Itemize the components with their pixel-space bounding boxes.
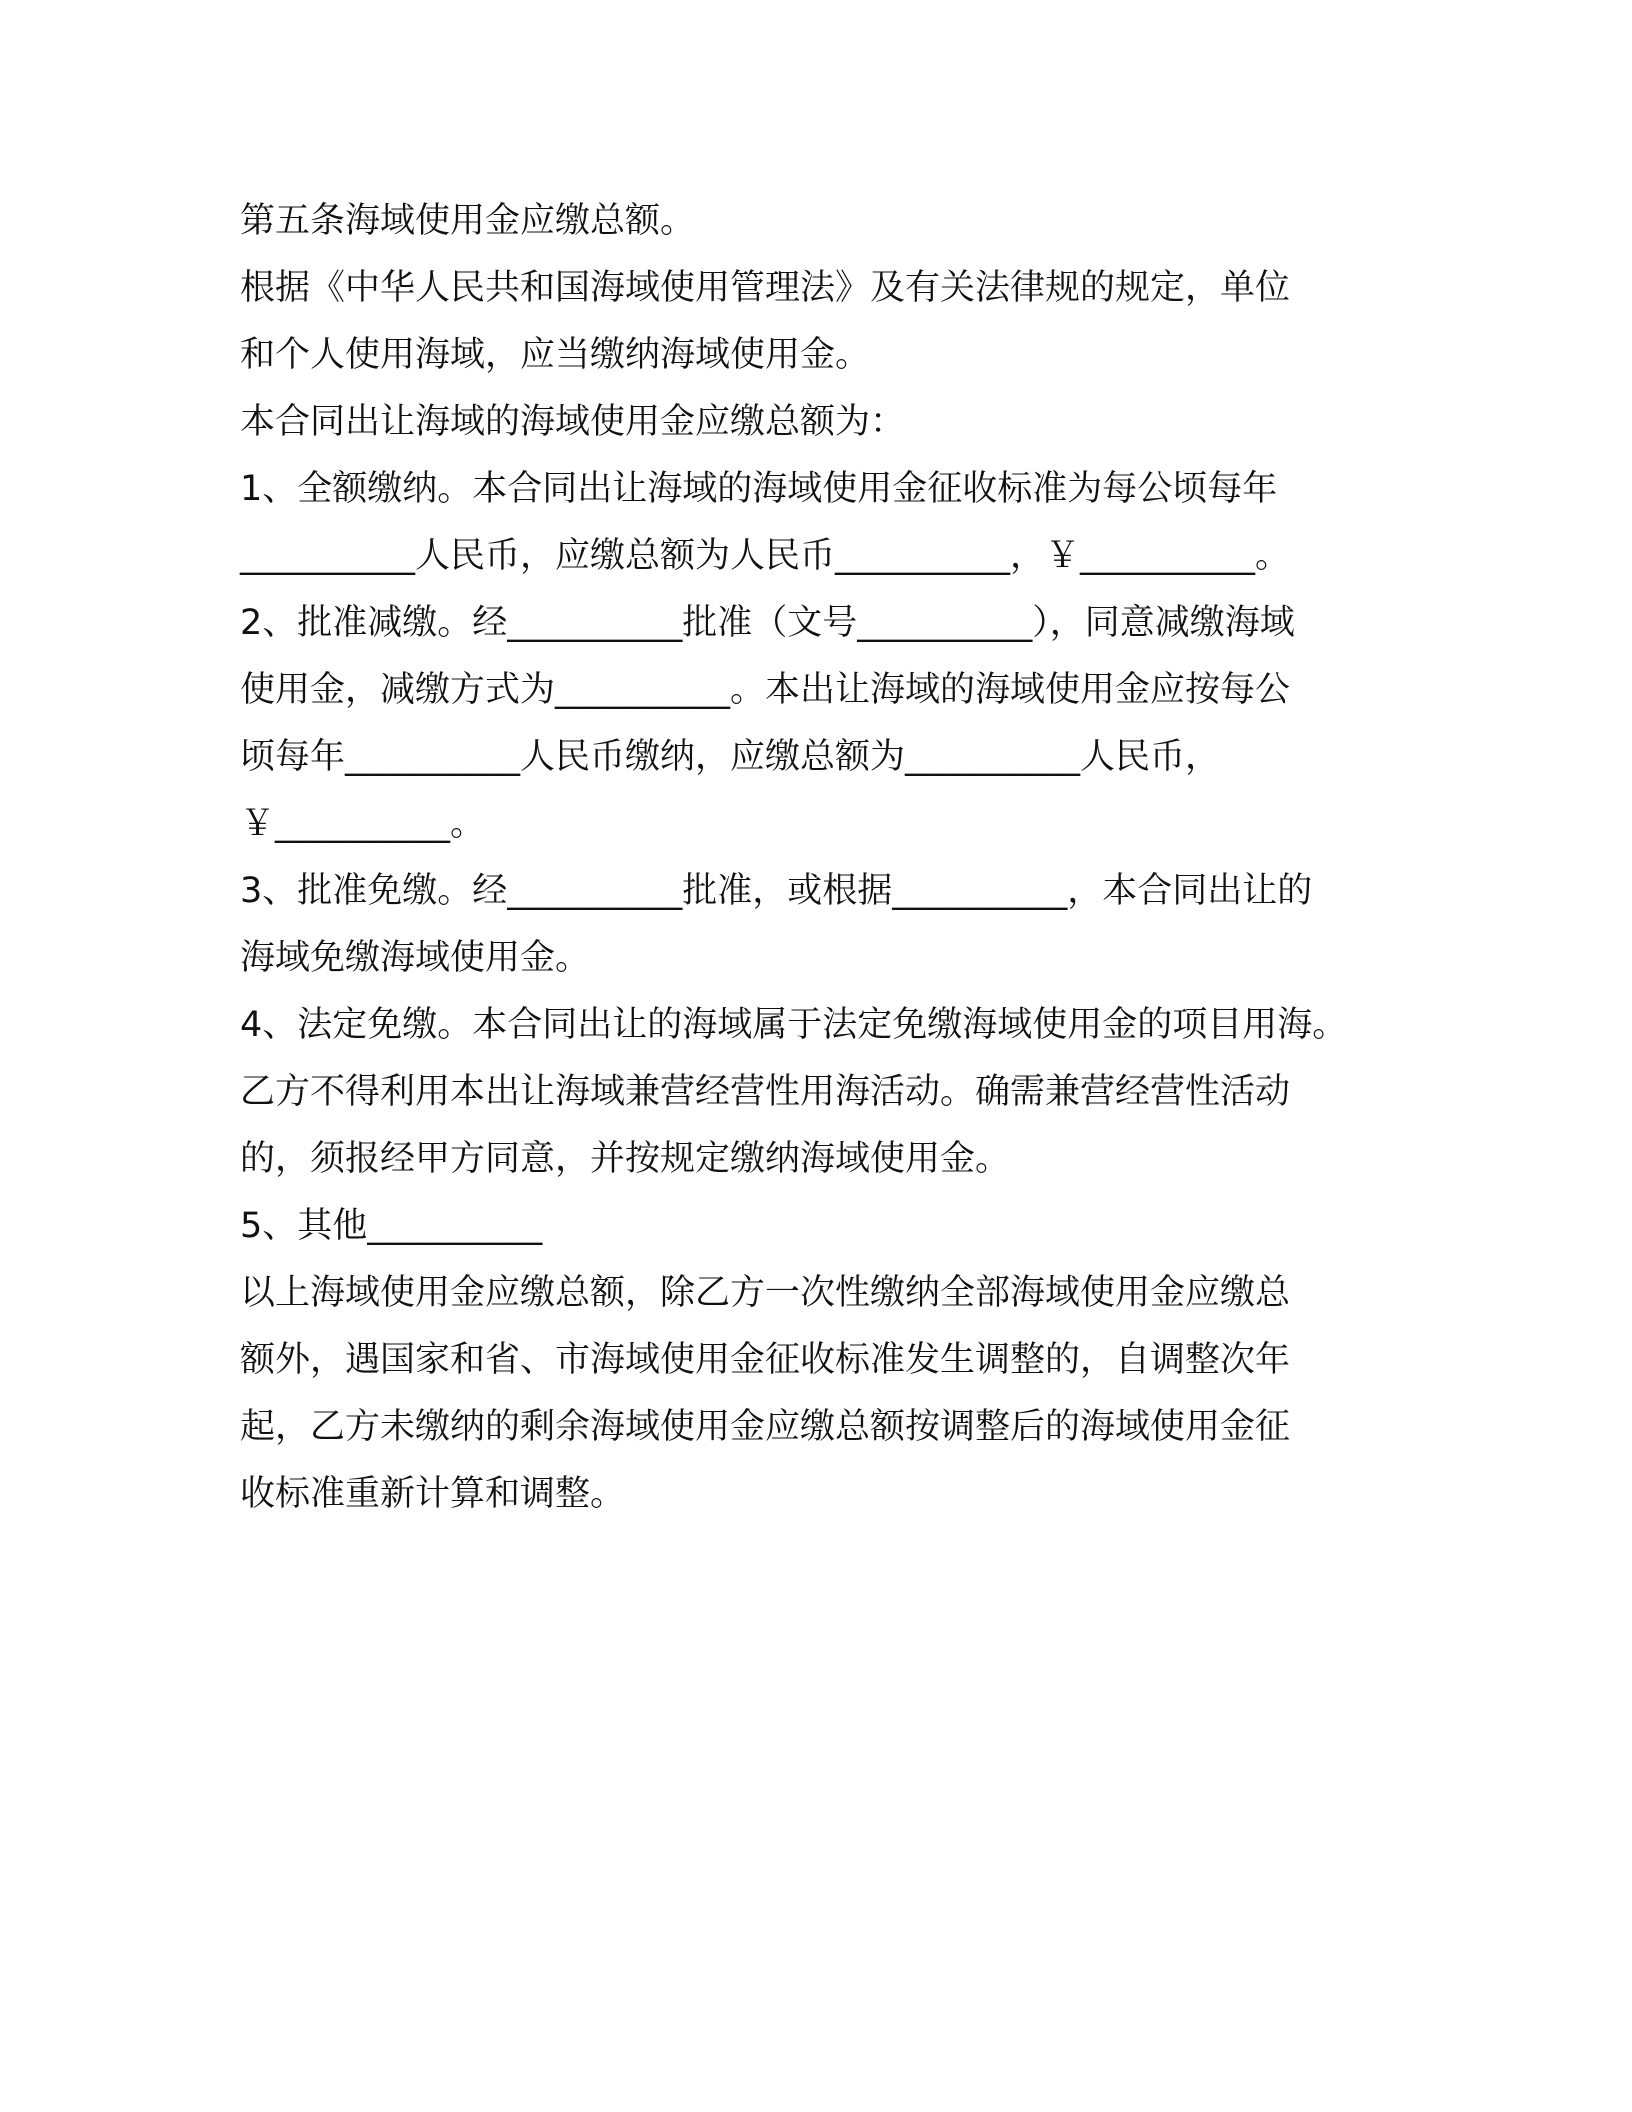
document-body — [240, 188, 1420, 1528]
clause-4-line: 4、法定免缴。本合同出让的海域属于法定免缴海域使用金的项目用海。 — [240, 1005, 1348, 1045]
clause-1-line: 1、全额缴纳。本合同出让海域的海域使用金征收标准为每公顷每年 — [240, 469, 1278, 509]
clause-4-line: 乙方不得利用本出让海域兼营经营性用海活动。确需兼营经营性活动 — [240, 1072, 1291, 1112]
closing-paragraph-line: 起，乙方未缴纳的剩余海域使用金应缴总额按调整后的海域使用金征 — [240, 1407, 1291, 1447]
clause-2-line: ￥__________。 — [240, 804, 486, 844]
clause-2-line: 顷每年__________人民币缴纳，应缴总额为__________人民币， — [240, 737, 1221, 777]
clause-3-line: 海域免缴海域使用金。 — [240, 938, 591, 978]
clause-2-line: 使用金，减缴方式为__________。本出让海域的海域使用金应按每公 — [240, 670, 1291, 710]
clause-3-line: 3、批准免缴。经__________批准，或根据__________，本合同出让的 — [240, 871, 1313, 911]
clause-2-line: 2、批准减缴。经__________批准（文号__________），同意减缴海域 — [240, 603, 1295, 643]
clause-4-line: 的，须报经甲方同意，并按规定缴纳海域使用金。 — [240, 1139, 1011, 1179]
closing-paragraph-line: 以上海域使用金应缴总额，除乙方一次性缴纳全部海域使用金应缴总 — [240, 1273, 1291, 1313]
closing-paragraph-line: 收标准重新计算和调整。 — [240, 1474, 626, 1514]
paragraph-line: 和个人使用海域，应当缴纳海域使用金。 — [240, 335, 871, 375]
closing-paragraph-line: 额外，遇国家和省、市海域使用金征收标准发生调整的，自调整次年 — [240, 1340, 1291, 1380]
article-heading: 第五条海域使用金应缴总额。 — [240, 201, 696, 241]
clause-5-line: 5、其他__________ — [240, 1206, 543, 1246]
paragraph-line: 本合同出让海域的海域使用金应缴总额为： — [240, 402, 906, 442]
clause-1-line: __________人民币，应缴总额为人民币__________，￥__________。 — [240, 536, 1291, 576]
paragraph-line: 根据《中华人民共和国海域使用管理法》及有关法律规的规定，单位 — [240, 268, 1291, 308]
